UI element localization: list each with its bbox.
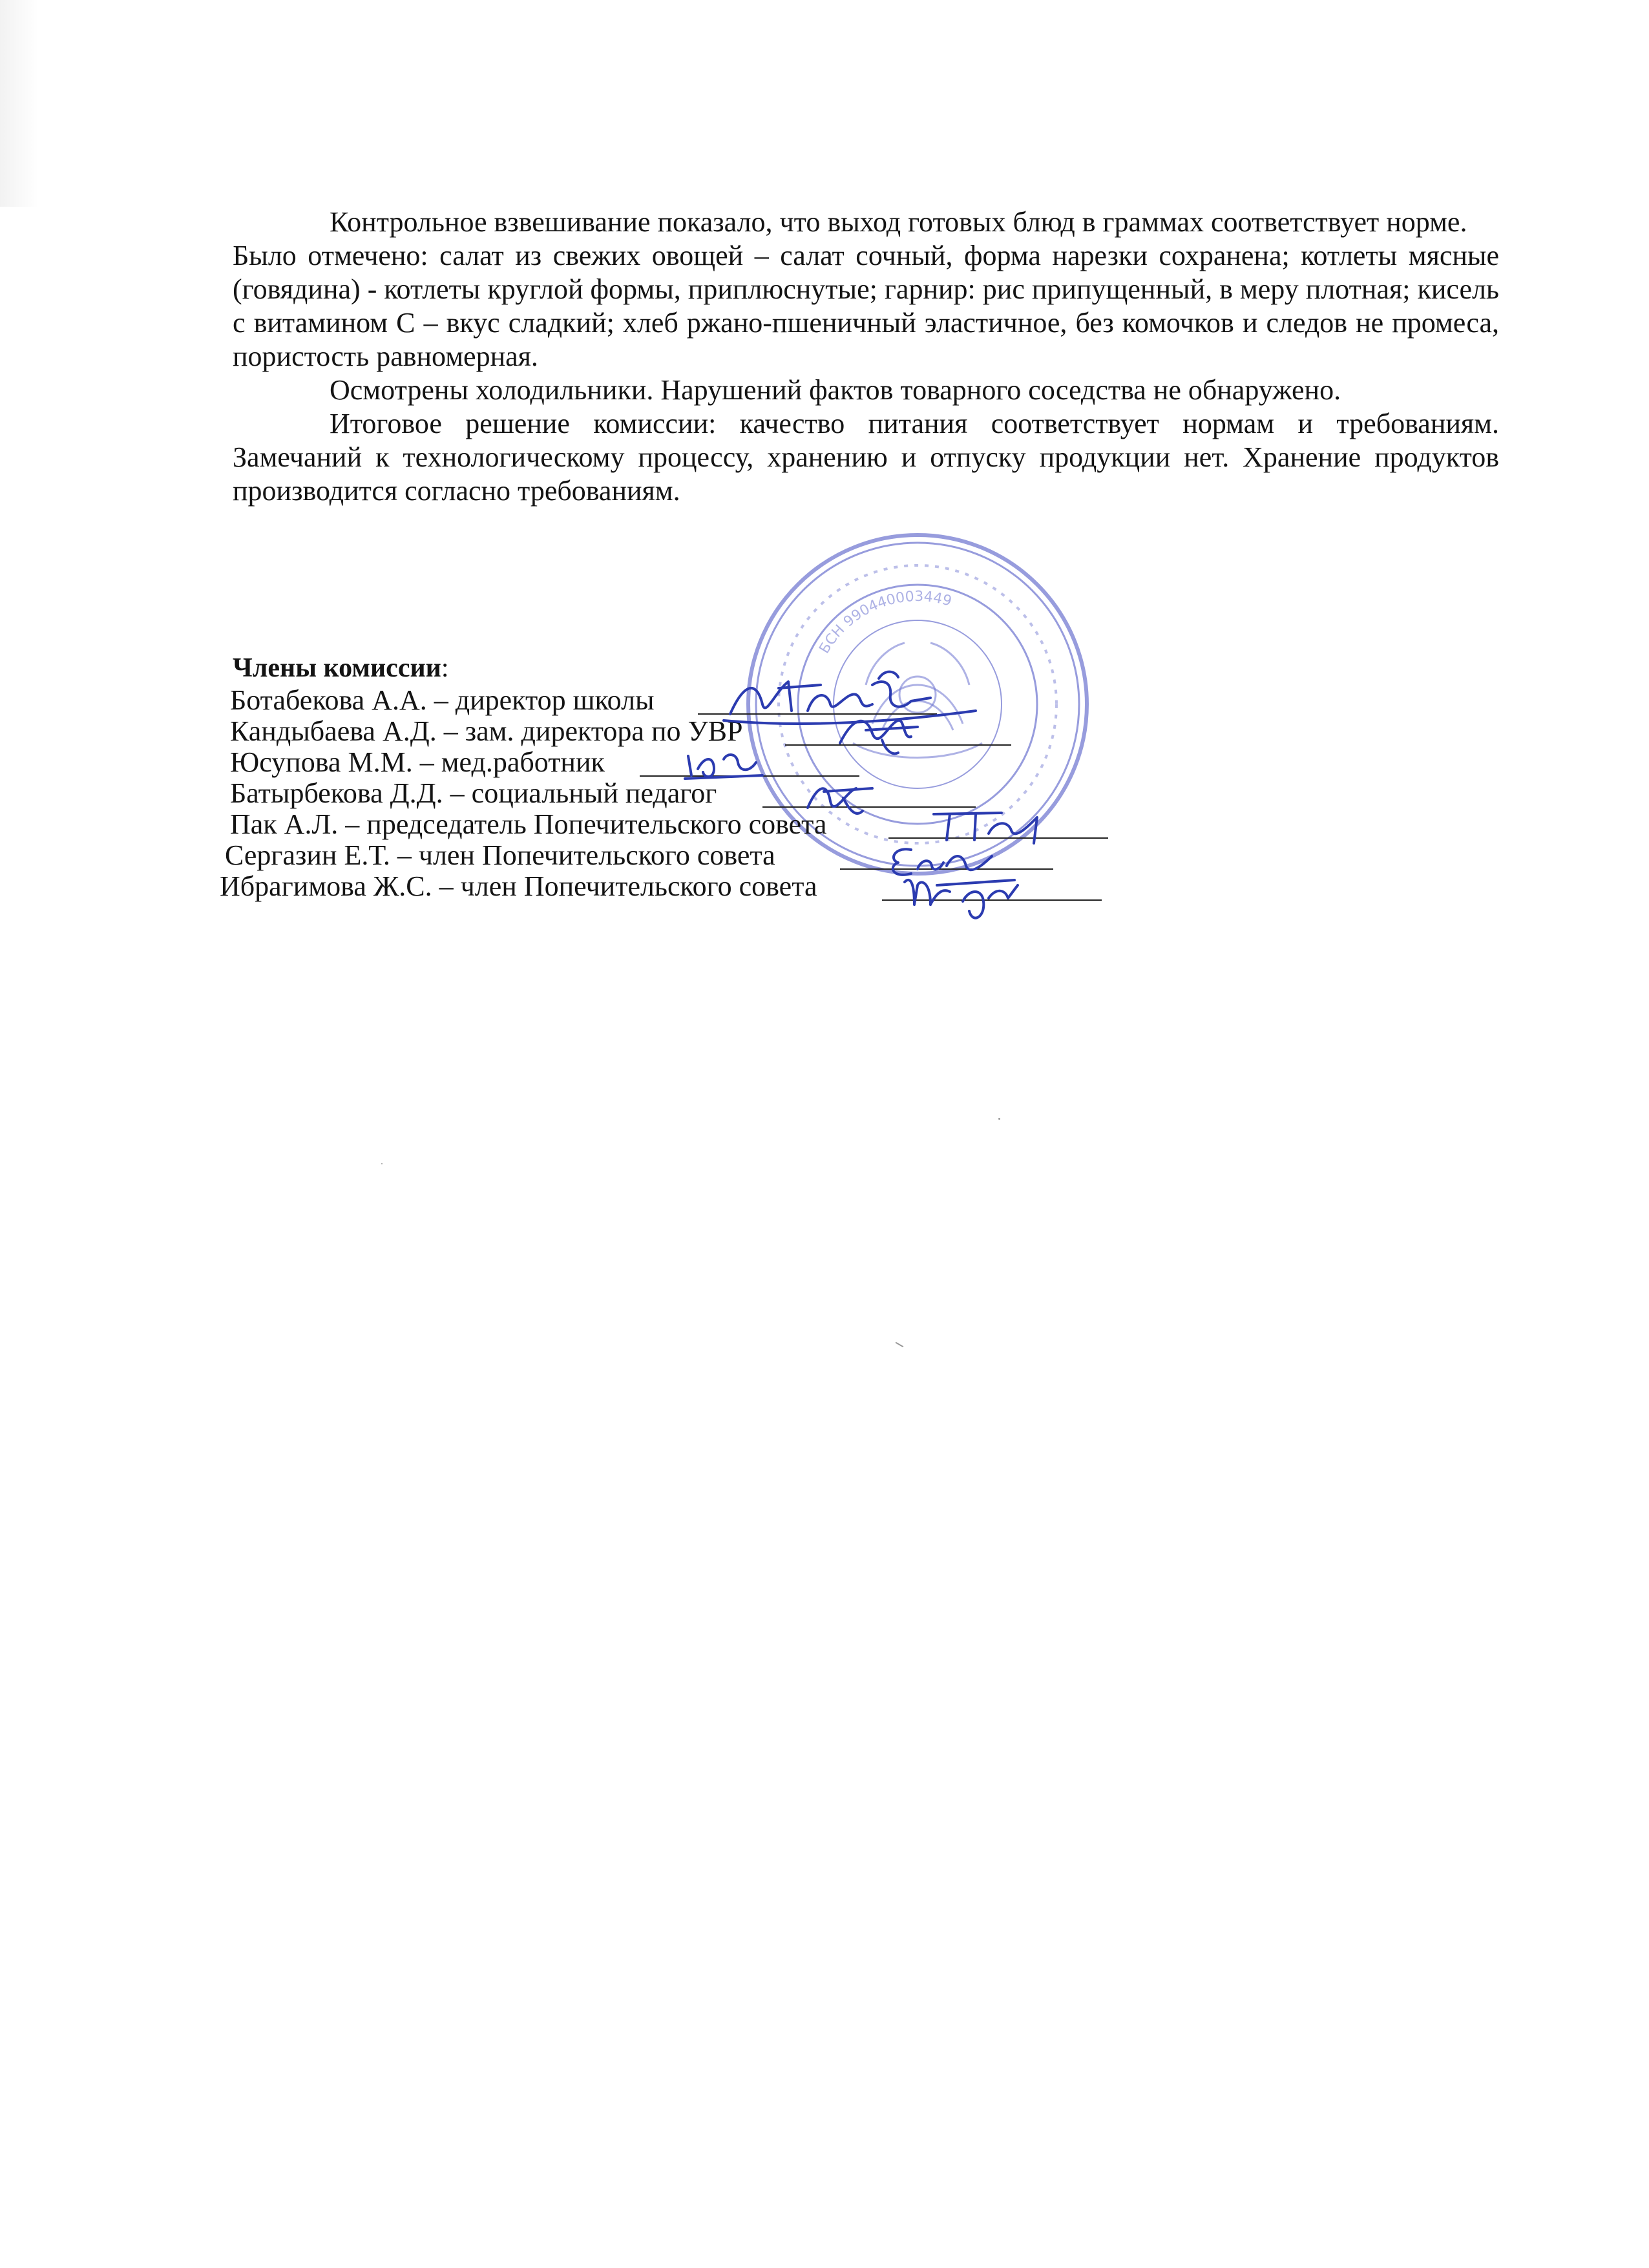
scan-speck <box>998 1118 1000 1120</box>
member-row-6: Сергазин Е.Т. – член Попечительского совета <box>225 839 775 871</box>
signature-2 <box>827 704 943 762</box>
member-row-1: Ботабекова А.А. – директор школы <box>230 684 655 716</box>
member-row-2: Кандыбаева А.Д. – зам. директора по УВР <box>230 715 743 747</box>
paragraph-fridges: Осмотрены холодильники. Нарушений фактов товарного соседства не обнаружено. <box>330 374 1341 406</box>
signature-7 <box>892 866 1040 927</box>
member-row-3: Юсупова М.М. – мед.работник <box>230 746 605 778</box>
member-row-7: Ибрагимова Ж.С. – член Попечительского совета <box>220 870 817 902</box>
member-row-4: Батырбекова Д.Д. – социальный педагог <box>230 777 717 809</box>
signature-3 <box>678 743 775 788</box>
paragraph-decision: Итоговое решение комиссии: качество питания соответствует нормам и требованиям. Замечаний к технологическому процессу, хранению и отпуску продукции нет. Хранение продуктов производится согласно требованиям. <box>233 408 1499 507</box>
members-heading <box>233 653 449 684</box>
paragraph-observations: Было отмечено: салат из свежих овощей – салат сочный, форма нарезки сохранена; котлеты мясные (говядина) - котлеты круглой формы, приплюснутые; гарнир: рис припущенный, в меру плотная; кисель с витамином С – вкус сладкий; хлеб ржано-пшеничный эластичное, без комочков и следов не промеса, пористость равномерная. <box>233 240 1499 372</box>
signature-4 <box>795 772 892 824</box>
stamp-bin-text: БСН 990440003449 <box>816 588 954 656</box>
member-row-5: Пак А.Л. – председатель Попечительского совета <box>230 808 827 840</box>
members-heading-colon: : <box>441 653 449 683</box>
scan-speck <box>381 1163 383 1164</box>
members-heading-text: Члены комиссии <box>233 653 441 683</box>
paragraph-weighing: Контрольное взвешивание показало, что выход готовых блюд в граммах соответствует норме. <box>330 206 1467 238</box>
